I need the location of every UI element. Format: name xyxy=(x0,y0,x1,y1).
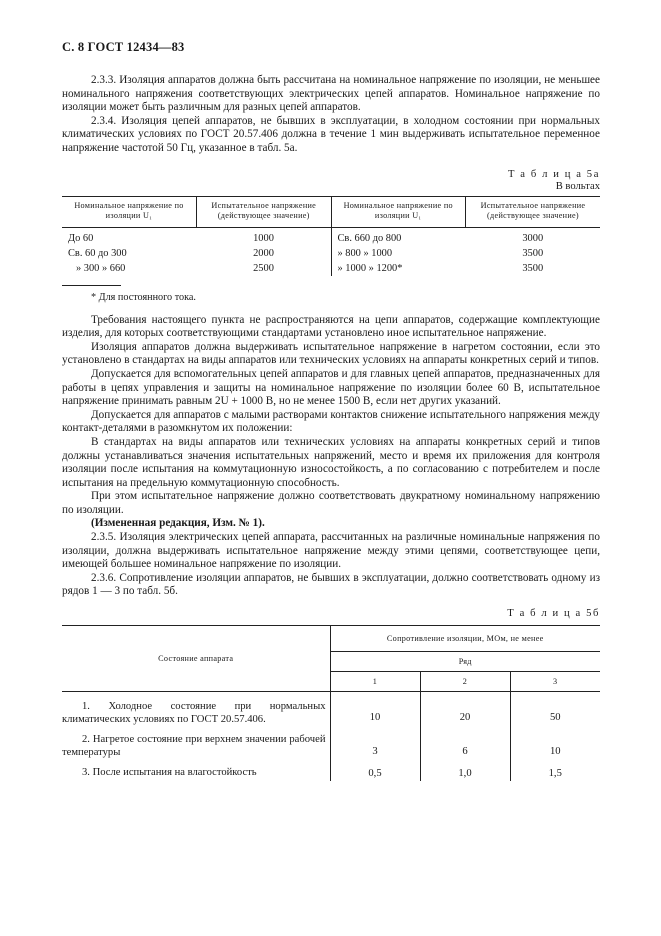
table-5a-header-rated-voltage-2: Номинальное напряжение по изоляции U₁ xyxy=(331,196,466,227)
table-5a-caption: Т а б л и ц а 5а xyxy=(507,168,600,180)
table-cell: 3500 xyxy=(522,247,544,259)
table-row xyxy=(62,733,600,766)
table-cell: До 60 xyxy=(68,232,94,244)
table-row xyxy=(62,227,600,246)
table-5a-header-row xyxy=(62,196,600,227)
table-5a-header-test-voltage: Испытательное напряжение (действующее значение) xyxy=(197,196,332,227)
table-5b-column-3: 3 xyxy=(510,671,600,691)
table-row xyxy=(62,261,600,276)
table-cell: 3 xyxy=(330,733,420,766)
paragraph-2-3-4: 2.3.4. Изоляция цепей аппаратов, не бывших в эксплуатации, в холодном состоянии при нормальных климатических условиях по ГОСТ 20.57.406 должна в течение 1 мин выдерживать испытательное переменное напряжение частотой 50 Гц, указанное в табл. 5а. xyxy=(62,114,600,154)
table-cell: 20 xyxy=(420,691,510,733)
paragraph: Изоляция аппаратов должна выдерживать испытательное напряжение в нагретом состоянии, если это установлено в стандартах на виды аппаратов или технических условиях на аппараты конкретных серий и типов. xyxy=(62,340,600,367)
table-5b xyxy=(62,625,600,782)
table-5b-column-2: 2 xyxy=(420,671,510,691)
table-cell: 10 xyxy=(510,733,600,766)
table-row xyxy=(62,691,600,733)
page-header: С. 8 ГОСТ 12434—83 xyxy=(62,40,185,54)
paragraph-2-3-6: 2.3.6. Сопротивление изоляции аппаратов, не бывших в эксплуатации, должно соответствовать одному из рядов 1 — 3 по табл. 5б. xyxy=(62,571,600,598)
table-cell: 6 xyxy=(420,733,510,766)
table-cell: 1. Холодное состояние при нормальных климатических условиях по ГОСТ 20.57.406. xyxy=(62,700,326,726)
paragraph: Допускается для аппаратов с малыми растворами контактов снижение испытательного напряжения между контакт-деталями в разомкнутом их положении: xyxy=(62,408,600,435)
paragraph: При этом испытательное напряжение должно соответствовать двукратному номинальному напряжению по изоляции. xyxy=(62,490,600,516)
paragraph-2-3-5: 2.3.5. Изоляция электрических цепей аппарата, рассчитанных на различные номинальные напряжения по изоляции, должна выдерживать испытательное напряжение между этими цепями, соответствующее цепи, имеющей большее номинальное напряжение по изоляции. xyxy=(62,531,600,571)
table-cell: » 1000 » 1200* xyxy=(331,261,466,276)
table-cell: Св. 60 до 300 xyxy=(68,247,127,259)
table-cell: 1000 xyxy=(253,232,274,244)
table-cell: 1,5 xyxy=(510,766,600,782)
table-5a-header-test-voltage-2: Испытательное напряжение (действующее значение) xyxy=(466,196,601,227)
edition-note: (Измененная редакция, Изм. № 1). xyxy=(91,517,265,530)
table-cell: Св. 660 до 800 xyxy=(331,227,466,246)
table-cell: 2500 xyxy=(253,262,274,274)
table-cell: 2. Нагретое состояние при верхнем значении рабочей температуры xyxy=(62,733,326,759)
table-cell: » 300 » 660 xyxy=(76,262,126,274)
table-cell: 3. После испытания на влагостойкость xyxy=(82,766,257,778)
table-cell: 50 xyxy=(510,691,600,733)
paragraph: В стандартах на виды аппаратов или технических условиях на аппараты конкретных серий и типов должны устанавливаться значения испытательных напряжений, место и время их приложения для контроля изоляции после испытания на коммутационную износостойкость, а по согласованию с потребителем и после испытания на предельную коммутационную способность. xyxy=(62,435,600,489)
table-5b-column-1: 1 xyxy=(330,671,420,691)
table-5a xyxy=(62,196,600,276)
table-cell: 2000 xyxy=(253,247,274,259)
paragraph-2-3-3: 2.3.3. Изоляция аппаратов должна быть рассчитана на номинальное напряжение по изоляции, не меньшее номинального напряжения соответствующих электрических цепей аппаратов. Номинальное напряжение по изоляции может быть различным для разных цепей аппаратов. xyxy=(62,74,600,114)
table-5b-header-resistance: Сопротивление изоляции, МОм, не менее xyxy=(330,625,600,651)
table-5a-header-rated-voltage: Номинальное напряжение по изоляции U₁ xyxy=(62,196,197,227)
paragraph: Допускается для вспомогательных цепей аппаратов и для главных цепей аппаратов, предназначенных для работы в цепях управления и защиты на номинальное напряжение по изоляции более 60 В, испытательное напряжение принимать равным 2U + 1000 В, но не менее 1500 В, если нет других указаний. xyxy=(62,367,600,408)
table-cell: » 800 » 1000 xyxy=(331,246,466,261)
footnote-divider xyxy=(62,285,121,286)
table-cell: 3500 xyxy=(522,262,544,274)
table-5b-header-state: Состояние аппарата xyxy=(62,625,330,691)
table-cell: 1,0 xyxy=(420,766,510,782)
table-cell: 10 xyxy=(330,691,420,733)
table-5a-footnote: * Для постоянного тока. xyxy=(91,291,196,303)
table-5b-caption: Т а б л и ц а 5б xyxy=(507,608,600,620)
table-cell: 3000 xyxy=(522,232,544,244)
table-5a-unit: В вольтах xyxy=(555,181,600,193)
paragraph: Требования настоящего пункта не распространяются на цепи аппаратов, содержащие комплектующие изделия, для которых соответствующими стандартами установлено иное испытательное напряжение. xyxy=(62,313,600,340)
table-5b-header-row xyxy=(62,625,600,651)
document-page xyxy=(62,40,600,781)
table-cell: 0,5 xyxy=(330,766,420,782)
table-row xyxy=(62,766,600,782)
table-5b-header-row-label: Ряд xyxy=(330,651,600,671)
table-row xyxy=(62,246,600,261)
